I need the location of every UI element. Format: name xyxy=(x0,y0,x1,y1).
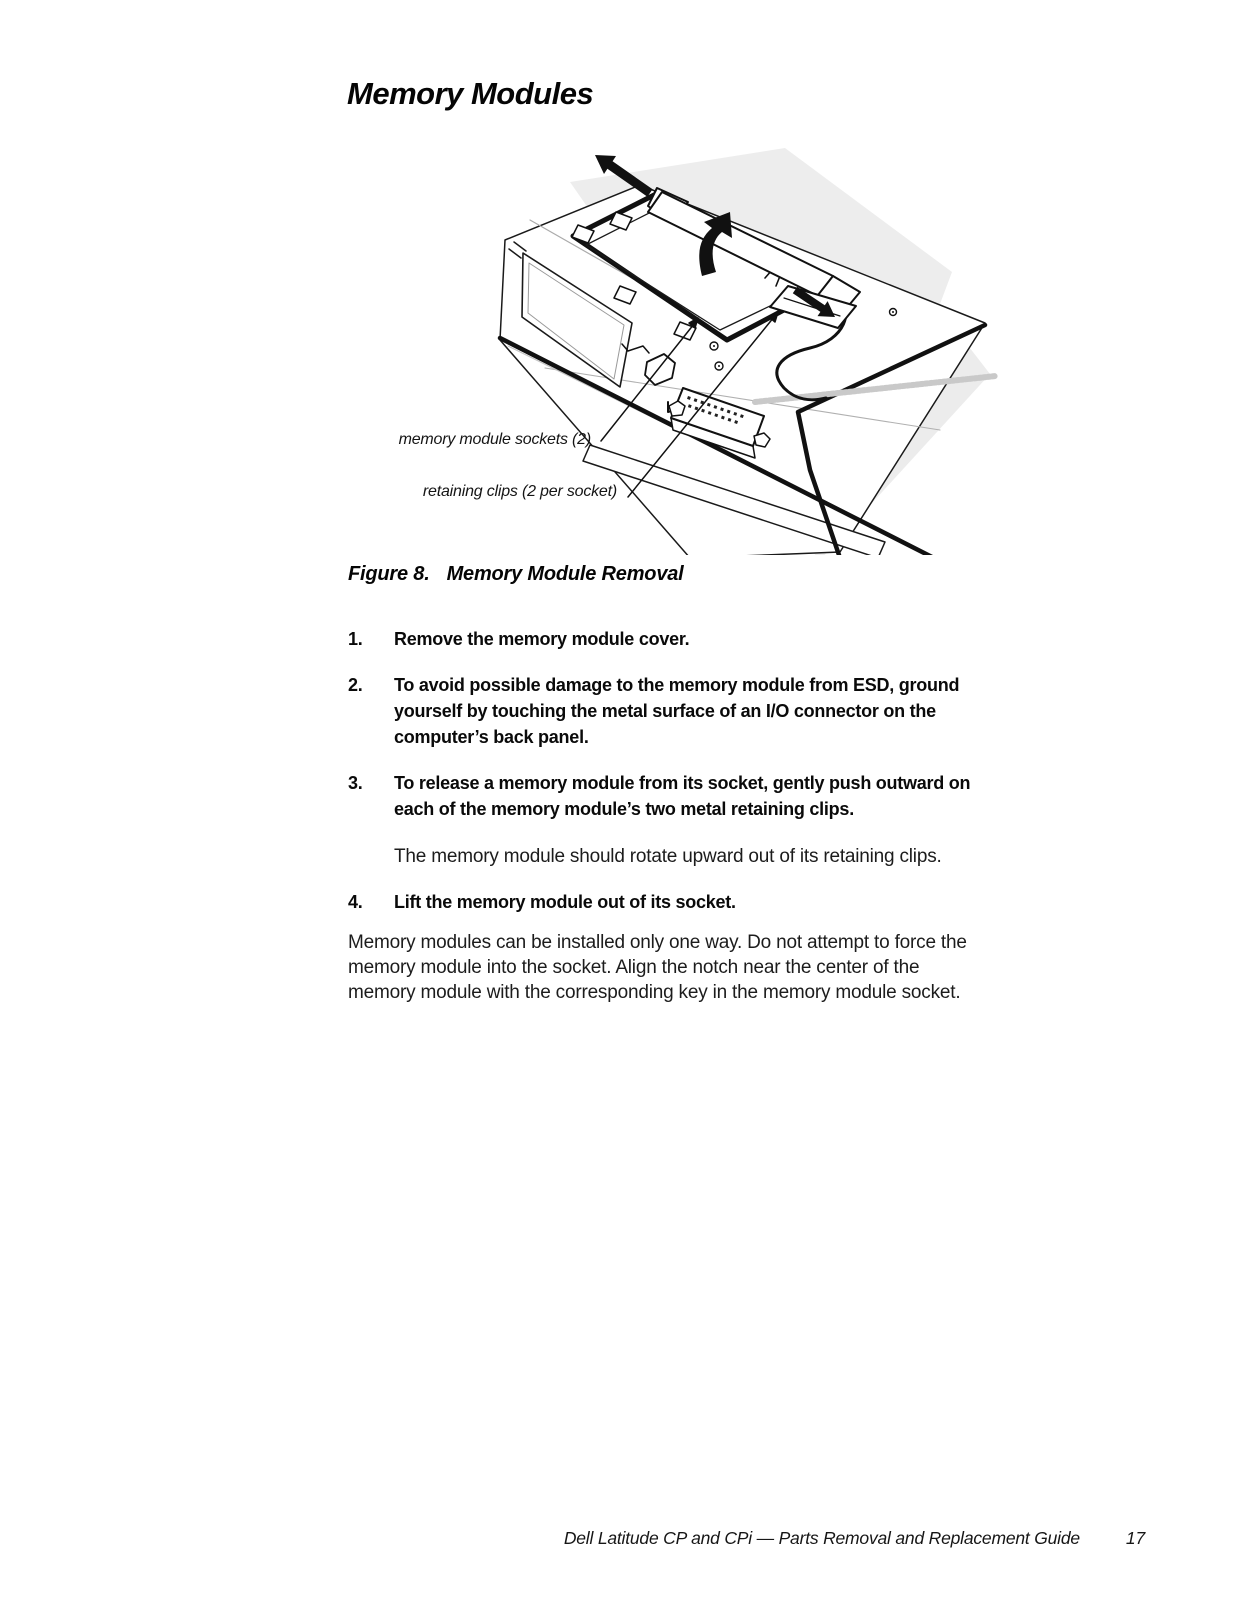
step-number: 1. xyxy=(348,629,363,649)
steps-list xyxy=(348,626,1123,935)
page-title: Memory Modules xyxy=(347,76,594,111)
step-text: To release a memory module from its socket, gently push outward on each of the memory module’s two metal retaining clips. xyxy=(394,773,971,819)
step-number: 2. xyxy=(348,675,363,695)
step-item-4 xyxy=(348,889,1123,915)
figure-caption-label: Figure 8. xyxy=(348,563,430,585)
step-text: To avoid possible damage to the memory module from ESD, ground yourself by touching the metal surface of an I/O connector on the computer’s back panel. xyxy=(394,675,960,747)
figure-caption-title: Memory Module Removal xyxy=(446,563,684,585)
figure-caption xyxy=(348,563,684,586)
callout-retaining-clips: retaining clips (2 per socket) xyxy=(422,483,617,500)
step-note: The memory module should rotate upward out of its retaining clips. xyxy=(394,846,942,867)
step-item-3 xyxy=(348,770,1123,869)
step-item-1 xyxy=(348,626,1123,652)
footer-guide-title: Dell Latitude CP and CPi — Parts Removal and Replacement Guide xyxy=(563,1528,1080,1548)
step-number: 4. xyxy=(348,892,363,912)
footer-page-number: 17 xyxy=(1125,1528,1145,1548)
step-text: Remove the memory module cover. xyxy=(394,629,690,649)
step-item-2 xyxy=(348,672,1123,750)
closing-paragraph: Memory modules can be installed only one way. Do not attempt to force the memory module into the socket. Align the notch near the center of the memory module with the corresponding key in the memory module socket. xyxy=(348,932,967,1003)
callout-memory-module-sockets: memory module sockets (2) xyxy=(398,431,591,448)
step-text: Lift the memory module out of its socket. xyxy=(394,892,736,912)
step-number: 3. xyxy=(348,773,363,793)
page-footer xyxy=(0,1528,1237,1549)
